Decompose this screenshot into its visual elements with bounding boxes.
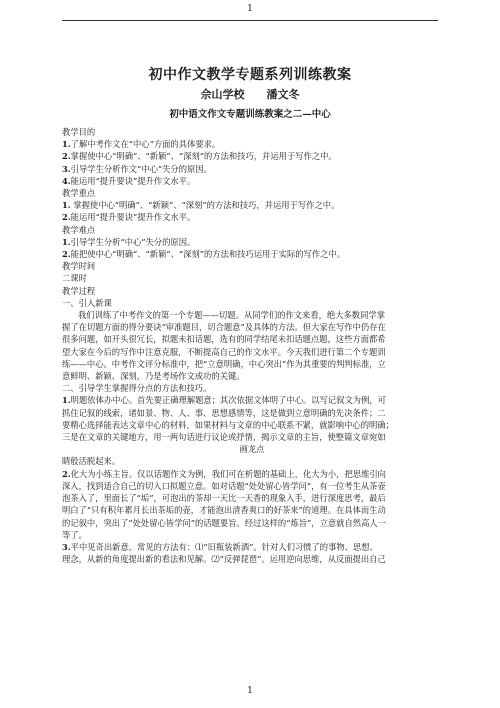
body-line — [62, 150, 442, 162]
body-line — [62, 529, 442, 541]
line-text: 睛般活脱起来。 — [62, 456, 121, 467]
line-text: 望大家在今后的写作中注意克服，不断提高自己的作文水平。今天我们进行第二个专题训 — [62, 346, 386, 357]
line-text: 教学目的 — [62, 127, 96, 137]
line-text: 能把使中心“明确”、“新颖”、“深刻”的方法和技巧运用于实际的写作之中。 — [70, 249, 346, 260]
list-number: 4. — [62, 175, 71, 186]
line-text: 我们训练了中考作文的第一个专题——切题。从同学们的作文来看，绝大多数同学掌 — [78, 310, 385, 321]
line-text: 掌握使中心“明确”、“新颖”、“深刻”的方法和技巧，并运用于写作之中。 — [70, 200, 340, 211]
body-line — [62, 553, 442, 565]
body-line — [62, 504, 442, 516]
header-rule — [62, 20, 438, 21]
body-line — [62, 285, 442, 297]
line-text: 的记叙中，突出了“处处留心皆学问”的话题要旨。经过这样的“炼旨”，立意就自然高人一 — [62, 517, 386, 528]
body-line — [62, 346, 442, 358]
line-text: 能运用“提升要诀”提升作文水平。 — [70, 175, 196, 186]
page-number-top: 1 — [247, 4, 253, 14]
body-line — [62, 309, 442, 321]
list-number: 1. — [62, 200, 71, 211]
body-line — [62, 236, 442, 248]
document-subtitle: 初中语文作文专题训练教案之二—中心 — [169, 109, 331, 120]
list-number: 3. — [62, 163, 71, 174]
line-text: 教学难点 — [62, 224, 96, 235]
line-text: 掌握使中心“明确”、“新颖”、“深刻”的方法和技巧，并运用于写作之中。 — [70, 151, 337, 162]
body-line — [62, 248, 442, 260]
author-name: 潘文冬 — [266, 88, 300, 101]
line-text: 泡茶入了，里面长了“垢”，可泡出的茶却一天比一天香的现象入手，进行深度思考，最后 — [62, 493, 386, 504]
line-text: 三是在文章的关键地方，用一两句话进行议论或抒情，揭示文章的主旨，使整篇文章宛如 — [62, 432, 386, 443]
body-line — [62, 382, 442, 394]
line-text: 了解中考作文在“中心”方面的具体要求。 — [70, 139, 221, 150]
body-line — [62, 492, 442, 504]
list-number: 2. — [62, 151, 71, 162]
line-text: 等了。 — [62, 529, 87, 540]
line-text: 二、引导学生掌握得分点的方法和技巧。 — [62, 383, 212, 394]
body-line — [62, 321, 442, 333]
body-line — [62, 175, 442, 187]
body-line — [62, 358, 442, 370]
body-line — [62, 443, 442, 455]
line-text: 明题依体办中心。首先要正确理解题意；其次依据文体明了中心。以写记叙文为例，可 — [70, 395, 386, 406]
body-line — [62, 394, 442, 406]
body-line — [62, 407, 442, 419]
line-text: 练——中心。中考作文评分标准中，把“立意明确，中心突出”作为其重要的判判标准，立 — [62, 358, 386, 369]
body-line — [62, 455, 442, 467]
school-name: 佘山学校 — [200, 88, 245, 101]
body-line — [62, 163, 442, 175]
line-text: 握了在切题方面的得分要诀“审准题目，切合题意”及具体的方法。但大家在写作中仍存在 — [62, 322, 386, 333]
body-line — [62, 199, 442, 211]
line-text: 明白了“只有积年累月长出茶垢的壶，才能泡出清香爽口的好茶来”的道理。在具体而生动 — [62, 505, 386, 516]
body-line — [62, 138, 442, 150]
line-text: 二课时 — [62, 273, 87, 284]
list-number: 2. — [62, 212, 71, 223]
body-line — [62, 541, 442, 553]
line-text: 引导学生分析“中心”失分的原因。 — [70, 236, 196, 247]
line-text: 意鲜明、新颖、深刻，乃是考场作文成功的关键。 — [62, 371, 245, 382]
line-text: 教学过程 — [62, 285, 96, 296]
line-text: 教学重点 — [62, 188, 96, 199]
line-text: 引导学生分析作文“中心”失分的原因。 — [70, 163, 212, 174]
body-line — [62, 126, 442, 138]
list-number: 2. — [62, 249, 71, 260]
list-number: 1. — [62, 139, 71, 150]
line-text: 平中见奇出新意。常见的方法有：⑴“旧瓶装新酒”。针对人们习惯了的事物、思想、 — [70, 541, 378, 552]
body-line — [62, 468, 442, 480]
line-text: 要精心选择能表达文章中心的材料，如果材料与文章的中心联系不紧，就影响中心的明确； — [62, 419, 394, 430]
line-text: 教学时间 — [62, 261, 96, 272]
body-line — [62, 187, 442, 199]
body-line — [62, 297, 442, 309]
author-line — [0, 86, 500, 102]
line-text: 抓住记叙的线索，诸如景、物、人、事、思想感情等，这是做到立意明确的先决条件；二 — [62, 407, 386, 418]
body-line — [62, 224, 442, 236]
line-text: 化大为小练主旨。仅以话题作文为例，我们可在析题的基础上，化大为小，把思维引向 — [70, 468, 386, 479]
body-line — [62, 480, 442, 492]
body-line — [62, 211, 442, 223]
body-line — [62, 431, 442, 443]
body-line — [62, 272, 442, 284]
line-text: 一、引入新课 — [62, 297, 112, 308]
list-number: 1. — [62, 236, 71, 247]
body-line — [62, 517, 442, 529]
body-line — [62, 370, 442, 382]
body-line — [62, 260, 442, 272]
line-text: 画龙点 — [239, 444, 265, 455]
document-title: 初中作文教学专题系列训练教案 — [148, 67, 352, 83]
body-line — [62, 419, 442, 431]
page-number-bottom: 1 — [247, 686, 253, 696]
document-body — [62, 126, 442, 565]
line-text: 深入，找到适合自己的切入口拟题立意。如对话题“处处留心皆学问”，有一位考生从茶壶 — [62, 480, 386, 491]
line-text: 能运用“提升要诀”提升作文水平。 — [70, 212, 196, 223]
list-number: 3. — [62, 541, 71, 552]
line-text: 很多问题，如开头很冗长，拟题未扣话题，选有的同学结尾未扣话题点题，这些方面都希 — [62, 334, 386, 345]
list-number: 2. — [62, 468, 71, 479]
line-text: 理念，从新的角度提出新的看法和见解。⑵“反弹琵琶”。运用逆向思维，从反面提出自己 — [62, 554, 386, 565]
list-number: 1. — [62, 395, 71, 406]
body-line — [62, 333, 442, 345]
